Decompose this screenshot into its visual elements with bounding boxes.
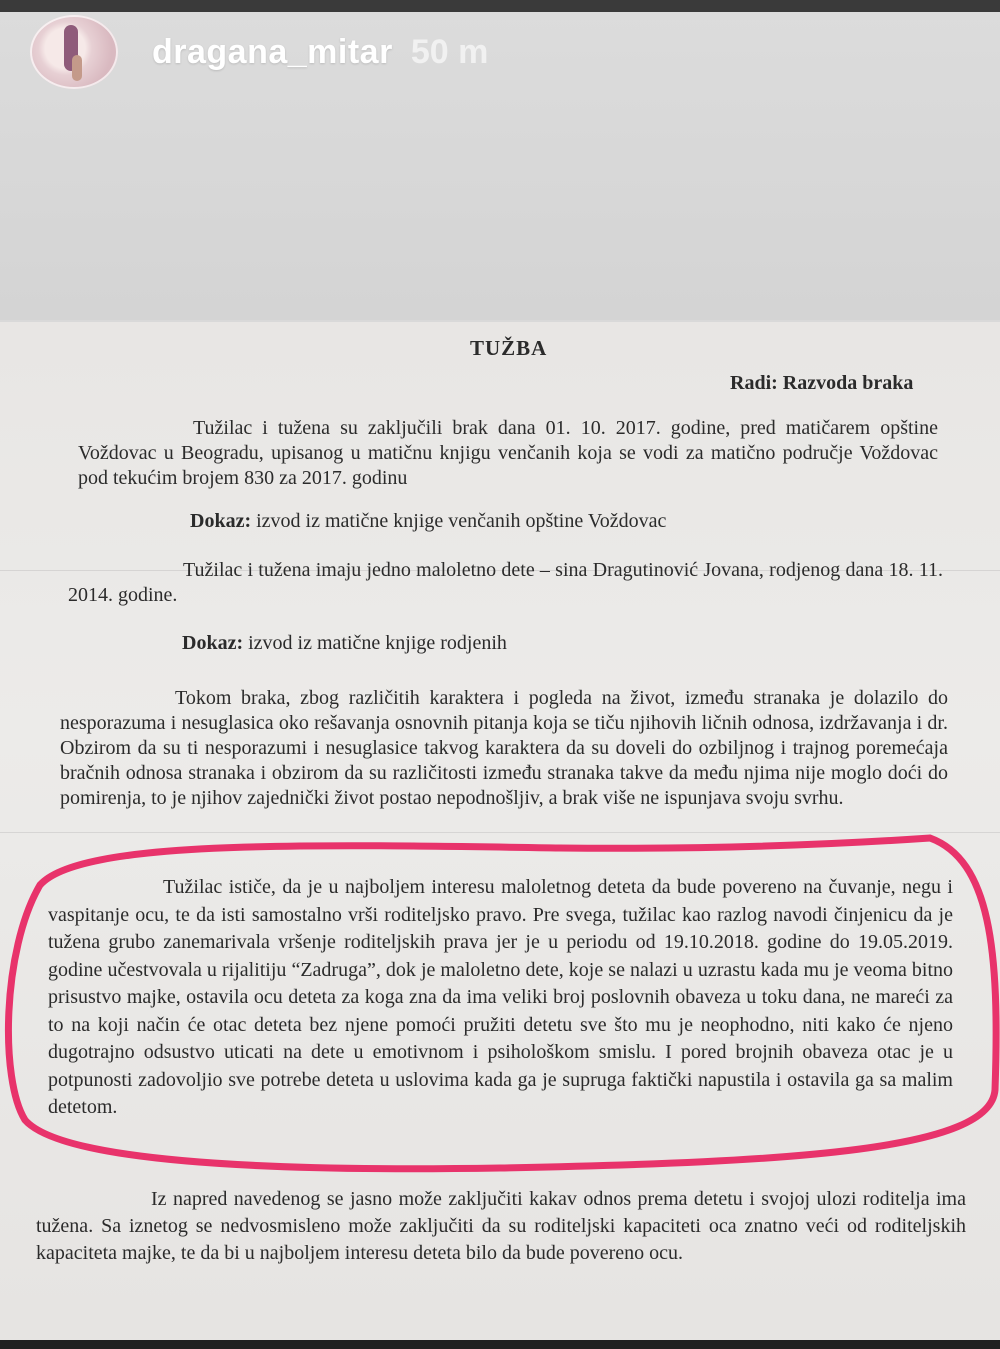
document-title: TUŽBA (470, 336, 548, 360)
avatar[interactable] (30, 15, 118, 89)
document-subject: Radi: Razvoda braka (730, 372, 914, 394)
evidence-marriage (190, 510, 666, 533)
evidence-label: Dokaz: (182, 632, 244, 654)
evidence-text: izvod iz matične knjige venčanih opštine Voždovac (251, 510, 667, 532)
paragraph-marriage-breakdown: Tokom braka, zbog različitih karaktera i pogleda na život, između stranaka je dolazilo do nesporazuma i nesuglasica oko rešavanja osnovnih pitanja koja se tiču njihovih ličnih odnosa, izdržavanja i dr. Obzirom da su ti nesporazumi i nesuglasice takvog karaktera da su doveli do ozbiljnog i trajnog poremećaja bračnih odnosa stranaka i obzirom da su različitosti između stranaka takve da među njima nije moglo doći do pomirenja, to je njihov zajednički život postao nepodnošljiv, a brak više ne ispunjava svoju svrhu. (60, 687, 948, 809)
avatar-figure-legs (72, 55, 82, 81)
paragraph-conclusion: Iz napred navedenog se jasno može zaključiti kakav odnos prema detetu i svojoj ulozi roditelja ima tužena. Sa iznetog se nedvosmisleno može zaključiti da su roditeljski kapaciteti oca znatno veći od roditeljskih kapaciteta majke, te da bi u najboljem interesu deteta bilo da bude povereno ocu. (36, 1188, 966, 1264)
evidence-birth (182, 632, 507, 655)
paragraph-marriage: Tužilac i tužena su zaključili brak dana 01. 10. 2017. godine, pred matičarem opštine Voždovac u Beogradu, upisanog u matičnu knjigu venčanih koja se vodi za matično područje Voždovac pod tekućim brojem 830 za 2017. godinu (78, 417, 938, 489)
document-photo (0, 322, 1000, 1342)
username[interactable]: dragana_mitar (152, 32, 393, 71)
paragraph-custody-claim: Tužilac ističe, da je u najboljem interesu maloletnog deteta da bude povereno na čuvanje, negu i vaspitanje ocu, te da isti samostalno vrši roditeljsko pravo. Pre svega, tužilac kao razlog navodi činjenicu da je tužena grubo zanemarivala vršenje roditeljskih prava jer je u periodu od 19.10.2018. godine do 19.05.2019. godine učestvovala u rijalitiju “Zadruga”, dok je maloletno dete, koje se nalazi u uzrastu kada mu je veoma bitno prisustvo majke, ostavila ocu deteta za koga zna da ima veliki broj poslovnih obaveza u toku dana, ne mareći za to na koji način će otac deteta bez njene pomoći pružiti detetu sve što mu je neophodno, niti kako će njeno dugotrajno odsustvo uticati na dete u emotivnom i psihološkom smislu. I pored brojnih obaveza otac je u potpunosti zadovoljio sve potrebe deteta u uslovima kada ga je supruga faktički napustila i ostavila ga sa malim detetom. (48, 876, 953, 1118)
post-time: 50 m (410, 32, 489, 71)
evidence-label: Dokaz: (190, 510, 252, 532)
evidence-text: izvod iz matične knjige rodjenih (243, 632, 507, 654)
story-progress-bar (0, 0, 1000, 12)
bottom-bar (0, 1340, 1000, 1349)
paragraph-child: Tužilac i tužena imaju jedno maloletno dete – sina Dragutinović Jovana, rodjenog dana 18. 11. 2014. godine. (68, 559, 943, 606)
paper-fold (0, 832, 1000, 833)
story-header (30, 12, 488, 92)
